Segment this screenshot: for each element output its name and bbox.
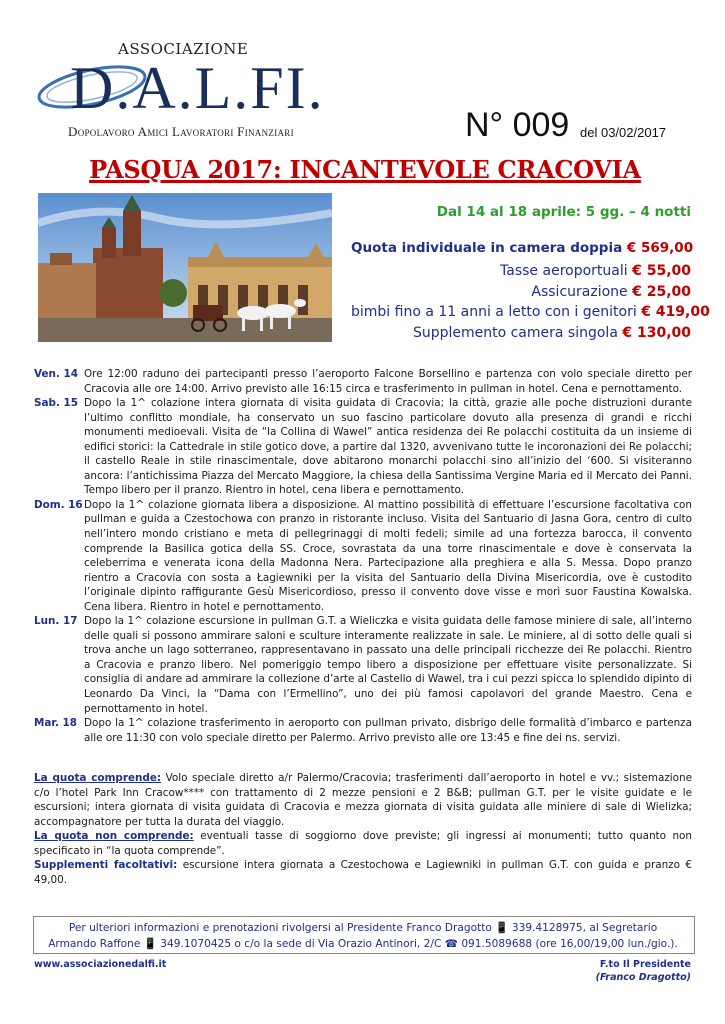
price-label: Tasse aeroportuali: [500, 263, 628, 279]
price-value: € 419,00: [641, 304, 710, 320]
itinerary-day: [34, 614, 692, 716]
excludes-label: La quota non comprende:: [34, 830, 194, 843]
bulletin-date: del 03/02/2017: [580, 125, 667, 140]
price-line-insurance: [351, 284, 691, 300]
contact-line-1: [33, 921, 693, 934]
price-line-single: [351, 325, 691, 341]
telephone-icon: ☎: [444, 938, 458, 950]
signature-name: (Franco Dragotto): [595, 972, 691, 983]
day-text: Dopo la 1^ colazione intera giornata di visita guidata di Cracovia; la città, grazie alle poche distruzioni durante l’ultimo conflitto mondiale, ha conservato un suo fascino particolare dovuto alla presenza di grandi e ricchi monumenti medioevali. Visita de “la Collina di Wawel” antica residenza dei Re polacchi costituita da un insieme di edifici storici: la Cattedrale in stile gotico dove, a partire dal 1320, avvenivano tutte le incoronazioni dei Re polacchi; il castello Reale in stile rinascimentale, dove abitarono monarchi polacchi sino all’inizio del ‘600. Si visiteranno ancora: l’antichissima Piazza del Mercato Maggiore, la chiesa della Santissima Vergine Maria ed il Mercato dei Panni. Tempo libero per il pranzo. Rientro in hotel, cena libera e pernottamento.: [84, 397, 692, 497]
day-text: Dopo la 1^ colazione escursione in pullman G.T. a Wieliczka e visita guidata delle famose miniere di sale, all’interno delle quali si possono ammirare saloni e sculture interamente realizzate in sale. Le miniere, al di sotto delle quali si trova anche un lago sotterraneo, rappresentavano in passato una delle principali ricchezze dei Re polacchi. Rientro a Cracovia e pranzo libero. Nel pomeriggio tempo libero a disposizione per effettuare visite personalizzate. Si consiglia di andare ad ammirare la collezione d’arte al Castello di Wawel, tra i cui pezzi spicca lo splendido dipinto di Leonardo Da Vinci, la “Dama con l’Ermellino”, uno dei più famosi capolavori del grande Maestro. Cena e pernottamento in hotel.: [84, 615, 692, 715]
mobile-phone-icon: 📱: [495, 922, 509, 934]
logo-association-text: ASSOCIAZIONE: [118, 40, 249, 58]
contact-text: 349.1070425 o c/o la sede di Via Orazio Antinori, 2/C: [160, 938, 442, 950]
price-label: Assicurazione: [531, 284, 628, 300]
website-link[interactable]: www.associazionedalfi.it: [34, 959, 167, 970]
contact-text: 339.4128975, al Segretario: [511, 922, 658, 934]
day-text: Dopo la 1^ colazione giornata libera a disposizione. Al mattino possibilità di effettuare l’escursione facoltativa con pullman e guida a Czestochowa con pranzo in ristorante incluso. Visita del Santuario di Jasna Gora, centro di culto nell’intero mondo cristiano e meta di pellegrinaggi di molti fedeli; simile ad una fortezza barocca, il convento comprende la Basilica gotica della SS. Croce, sovrastata da una torre rinascimentale e dove è conservata la celeberrima e venerata icona della Madonna Nera. Partecipazione alla preghiera e alla S. Messa. Dopo pranzo rientro a Cracovia con sosta a Łagiewniki per la visita del Santuario della Divina Misericordia, ove è custodito l’originale dipinto raffigurante Gesù Misericordioso, presso il convento dove visse e morì suor Faustina Kowalska. Cena libera. Rientro in hotel e pernottamento.: [84, 498, 692, 613]
contact-text: Armando Raffone: [48, 938, 141, 950]
day-label: Lun. 17: [34, 615, 78, 628]
krakow-photo: [38, 193, 332, 342]
day-text: Ore 12:00 raduno dei partecipanti presso l’aeroporto Falcone Borsellino e partenza con volo speciale diretto per Cracovia alle ore 14:00. Arrivo previsto alle 16:15 circa e trasferimento in pullman in hotel. Cena e pernottamento.: [84, 368, 692, 395]
page-title: PASQUA 2017: INCANTEVOLE CRACOVIA: [89, 155, 641, 184]
price-value: € 130,00: [622, 325, 691, 341]
mobile-phone-icon: 📱: [143, 938, 157, 950]
logo-subtitle: Dopolavoro Amici Lavoratori Finanziari: [68, 124, 294, 139]
price-label: Supplemento camera singola: [412, 325, 618, 341]
excludes-text: eventuali tasse di soggiorno dove previste; gli ingressi ai monumenti; tutto quanto non specificato in “la quota comprende”.: [34, 830, 692, 857]
day-text: Dopo la 1^ colazione trasferimento in aeroporto con pullman privato, disbrigo delle formalità d’imbarco e partenza alle ore 11:30 con volo speciale diretto per Palermo. Arrivo previsto alle ore 13:45 e fine dei ns. servizi.: [84, 717, 692, 744]
includes-label: La quota comprende:: [34, 772, 162, 784]
price-value: € 25,00: [632, 284, 691, 300]
day-label: Sab. 15: [34, 397, 78, 410]
bulletin-number: N° 009: [465, 106, 570, 144]
contact-line-2: [33, 937, 693, 950]
itinerary-day: [34, 367, 692, 396]
contact-text: Per ulteriori informazioni e prenotazioni rivolgersi al Presidente Franco Dragotto: [68, 922, 492, 934]
price-line-children: [351, 304, 710, 320]
price-label: bimbi fino a 11 anni a letto con i genitori: [351, 304, 637, 320]
itinerary-day: [34, 716, 692, 745]
itinerary-day: [34, 498, 692, 614]
includes-text: Volo speciale diretto a/r Palermo/Cracovia; trasferimenti dall’aeroporto in hotel e vv.; sistemazione c/o l’hotel Park Inn Cracow**** con trattamento di 2 mezze pensioni e 2 B&B; pullman G.T. per le visite guidate e le escursioni; intera giornata di visita guidata di Cracovia e mezza giornata di visita guidata alle miniere di sale di Wielizka; accompagnatore per tutta la durata del viaggio.: [34, 772, 693, 828]
quota-label: Quota individuale in camera doppia: [351, 240, 623, 256]
contact-text: 091.5089688 (ore 16,00/19,00 lun./gio.).: [461, 938, 678, 950]
conditions: [34, 771, 692, 887]
day-label: Mar. 18: [34, 717, 78, 730]
itinerary: [34, 367, 692, 745]
logo-name: D.A.L.FI.: [70, 55, 325, 121]
itinerary-day: [34, 396, 692, 498]
day-label: Dom. 16: [34, 498, 83, 511]
quota-price: € 569,00: [626, 240, 694, 256]
price-value: € 55,00: [632, 263, 691, 279]
signature-title: F.to Il Presidente: [599, 959, 691, 970]
supplements-label: Supplementi facoltativi:: [34, 859, 178, 872]
day-label: Ven. 14: [34, 368, 78, 380]
trip-dates: Dal 14 al 18 aprile: 5 gg. – 4 notti: [436, 204, 691, 220]
price-line-taxes: [351, 263, 691, 279]
supplements-text: escursione intera giornata a Czestochowa e Lagiewniki in pullman G.T. con guida e pranzo € 49,00.: [34, 859, 692, 886]
quota-line: [351, 240, 694, 256]
